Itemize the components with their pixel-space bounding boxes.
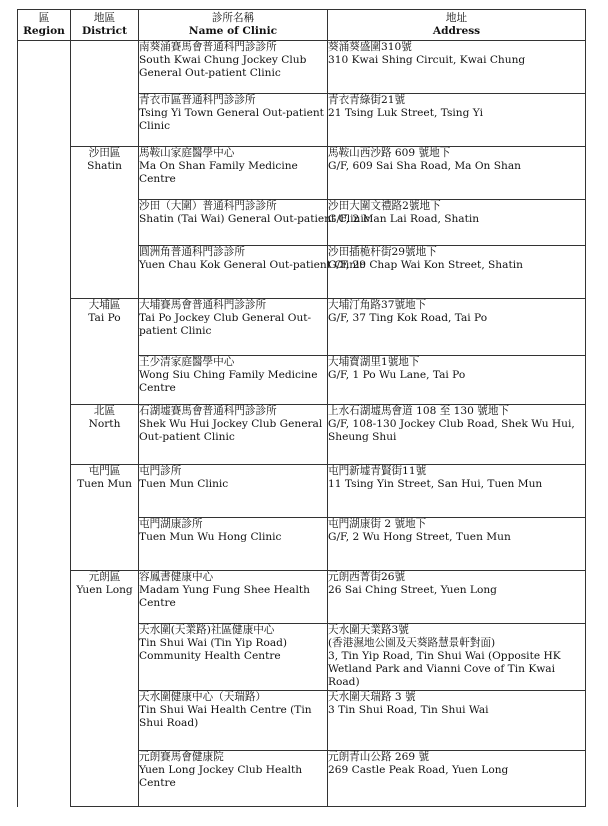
header-district: 地區 District <box>71 10 139 41</box>
clinic-name-cell: 南葵涌賽馬會普通科門診診所 South Kwai Chung Jockey Club General Out-patient Clinic <box>139 41 328 94</box>
clinic-table <box>17 9 586 807</box>
district-cell: 屯門區 Tuen Mun <box>71 465 139 571</box>
clinic-name-cell: 沙田（大圍）普通科門診診所 Shatin (Tai Wai) General Out-patient Clinic <box>139 200 328 246</box>
address-cell: 馬鞍山西沙路 609 號地下 G/F, 609 Sai Sha Road, Ma On Shan <box>328 147 586 200</box>
address-cell: 元朗青山公路 269 號 269 Castle Peak Road, Yuen Long <box>328 751 586 807</box>
table-row <box>18 405 586 465</box>
address-cell: 屯門湖康街 2 號地下 G/F, 2 Wu Hong Street, Tuen Mun <box>328 518 586 571</box>
clinic-name-cell: 圓洲角普通科門診診所 Yuen Chau Kok General Out-patient Clinic <box>139 246 328 299</box>
address-cell: 葵涌葵盛圍310號 310 Kwai Shing Circuit, Kwai Chung <box>328 41 586 94</box>
address-cell: 大埔汀角路37號地下 G/F, 37 Ting Kok Road, Tai Po <box>328 299 586 356</box>
table-row <box>18 299 586 356</box>
clinic-name-cell: 容鳳書健康中心 Madam Yung Fung Shee Health Centre <box>139 571 328 624</box>
district-cell: 大埔區 Tai Po <box>71 299 139 405</box>
region-cell <box>18 41 71 807</box>
address-cell: 元朗西菁街26號 26 Sai Ching Street, Yuen Long <box>328 571 586 624</box>
address-cell: 青衣青綠街21號 21 Tsing Luk Street, Tsing Yi <box>328 94 586 147</box>
clinic-name-cell: 王少清家庭醫學中心 Wong Siu Ching Family Medicine Centre <box>139 356 328 405</box>
clinic-name-cell: 石湖墟賽馬會普通科門診診所 Shek Wu Hui Jockey Club General Out-patient Clinic <box>139 405 328 465</box>
address-cell: 上水石湖墟馬會道 108 至 130 號地下 G/F, 108-130 Jockey Club Road, Shek Wu Hui, Sheung Shui <box>328 405 586 465</box>
address-cell: 沙田插桅杆街29號地下 G/F, 29 Chap Wai Kon Street, Shatin <box>328 246 586 299</box>
table-row <box>18 571 586 624</box>
clinic-name-cell: 屯門診所 Tuen Mun Clinic <box>139 465 328 518</box>
address-cell: 大埔寶湖里1號地下 G/F, 1 Po Wu Lane, Tai Po <box>328 356 586 405</box>
table-header <box>18 10 586 41</box>
district-cell: 沙田區 Shatin <box>71 147 139 299</box>
clinic-name-cell: 元朗賽馬會健康院 Yuen Long Jockey Club Health Centre <box>139 751 328 807</box>
district-cell: 北區 North <box>71 405 139 465</box>
clinic-name-cell: 天水圍健康中心（天瑞路） Tin Shui Wai Health Centre (Tin Shui Road) <box>139 691 328 751</box>
header-clinic-name: 診所名稱 Name of Clinic <box>139 10 328 41</box>
address-cell: 天水圍天業路3號 (香港濕地公園及天葵路慧景軒對面) 3, Tin Yip Road, Tin Shui Wai (Opposite HK Wetland Park and Vianni Cove of Tin Kwai Road) <box>328 624 586 691</box>
clinic-name-cell: 大埔賽馬會普通科門診診所 Tai Po Jockey Club General Out-patient Clinic <box>139 299 328 356</box>
table-row <box>18 147 586 200</box>
clinic-name-cell: 天水圍(天業路)社區健康中心 Tin Shui Wai (Tin Yip Road) Community Health Centre <box>139 624 328 691</box>
address-cell: 沙田大圍文禮路2號地下 G/F, 2 Man Lai Road, Shatin <box>328 200 586 246</box>
clinic-name-cell: 青衣市區普通科門診診所 Tsing Yi Town General Out-patient Clinic <box>139 94 328 147</box>
address-cell: 屯門新墟青賢街11號 11 Tsing Yin Street, San Hui, Tuen Mun <box>328 465 586 518</box>
table-row <box>18 465 586 518</box>
clinic-name-cell: 馬鞍山家庭醫學中心 Ma On Shan Family Medicine Centre <box>139 147 328 200</box>
header-region: 區 Region <box>18 10 71 41</box>
table-row <box>18 41 586 94</box>
clinic-name-cell: 屯門湖康診所 Tuen Mun Wu Hong Clinic <box>139 518 328 571</box>
address-cell: 天水圍天瑞路 3 號 3 Tin Shui Road, Tin Shui Wai <box>328 691 586 751</box>
district-cell <box>71 41 139 147</box>
district-cell: 元朗區 Yuen Long <box>71 571 139 807</box>
header-address: 地址 Address <box>328 10 586 41</box>
